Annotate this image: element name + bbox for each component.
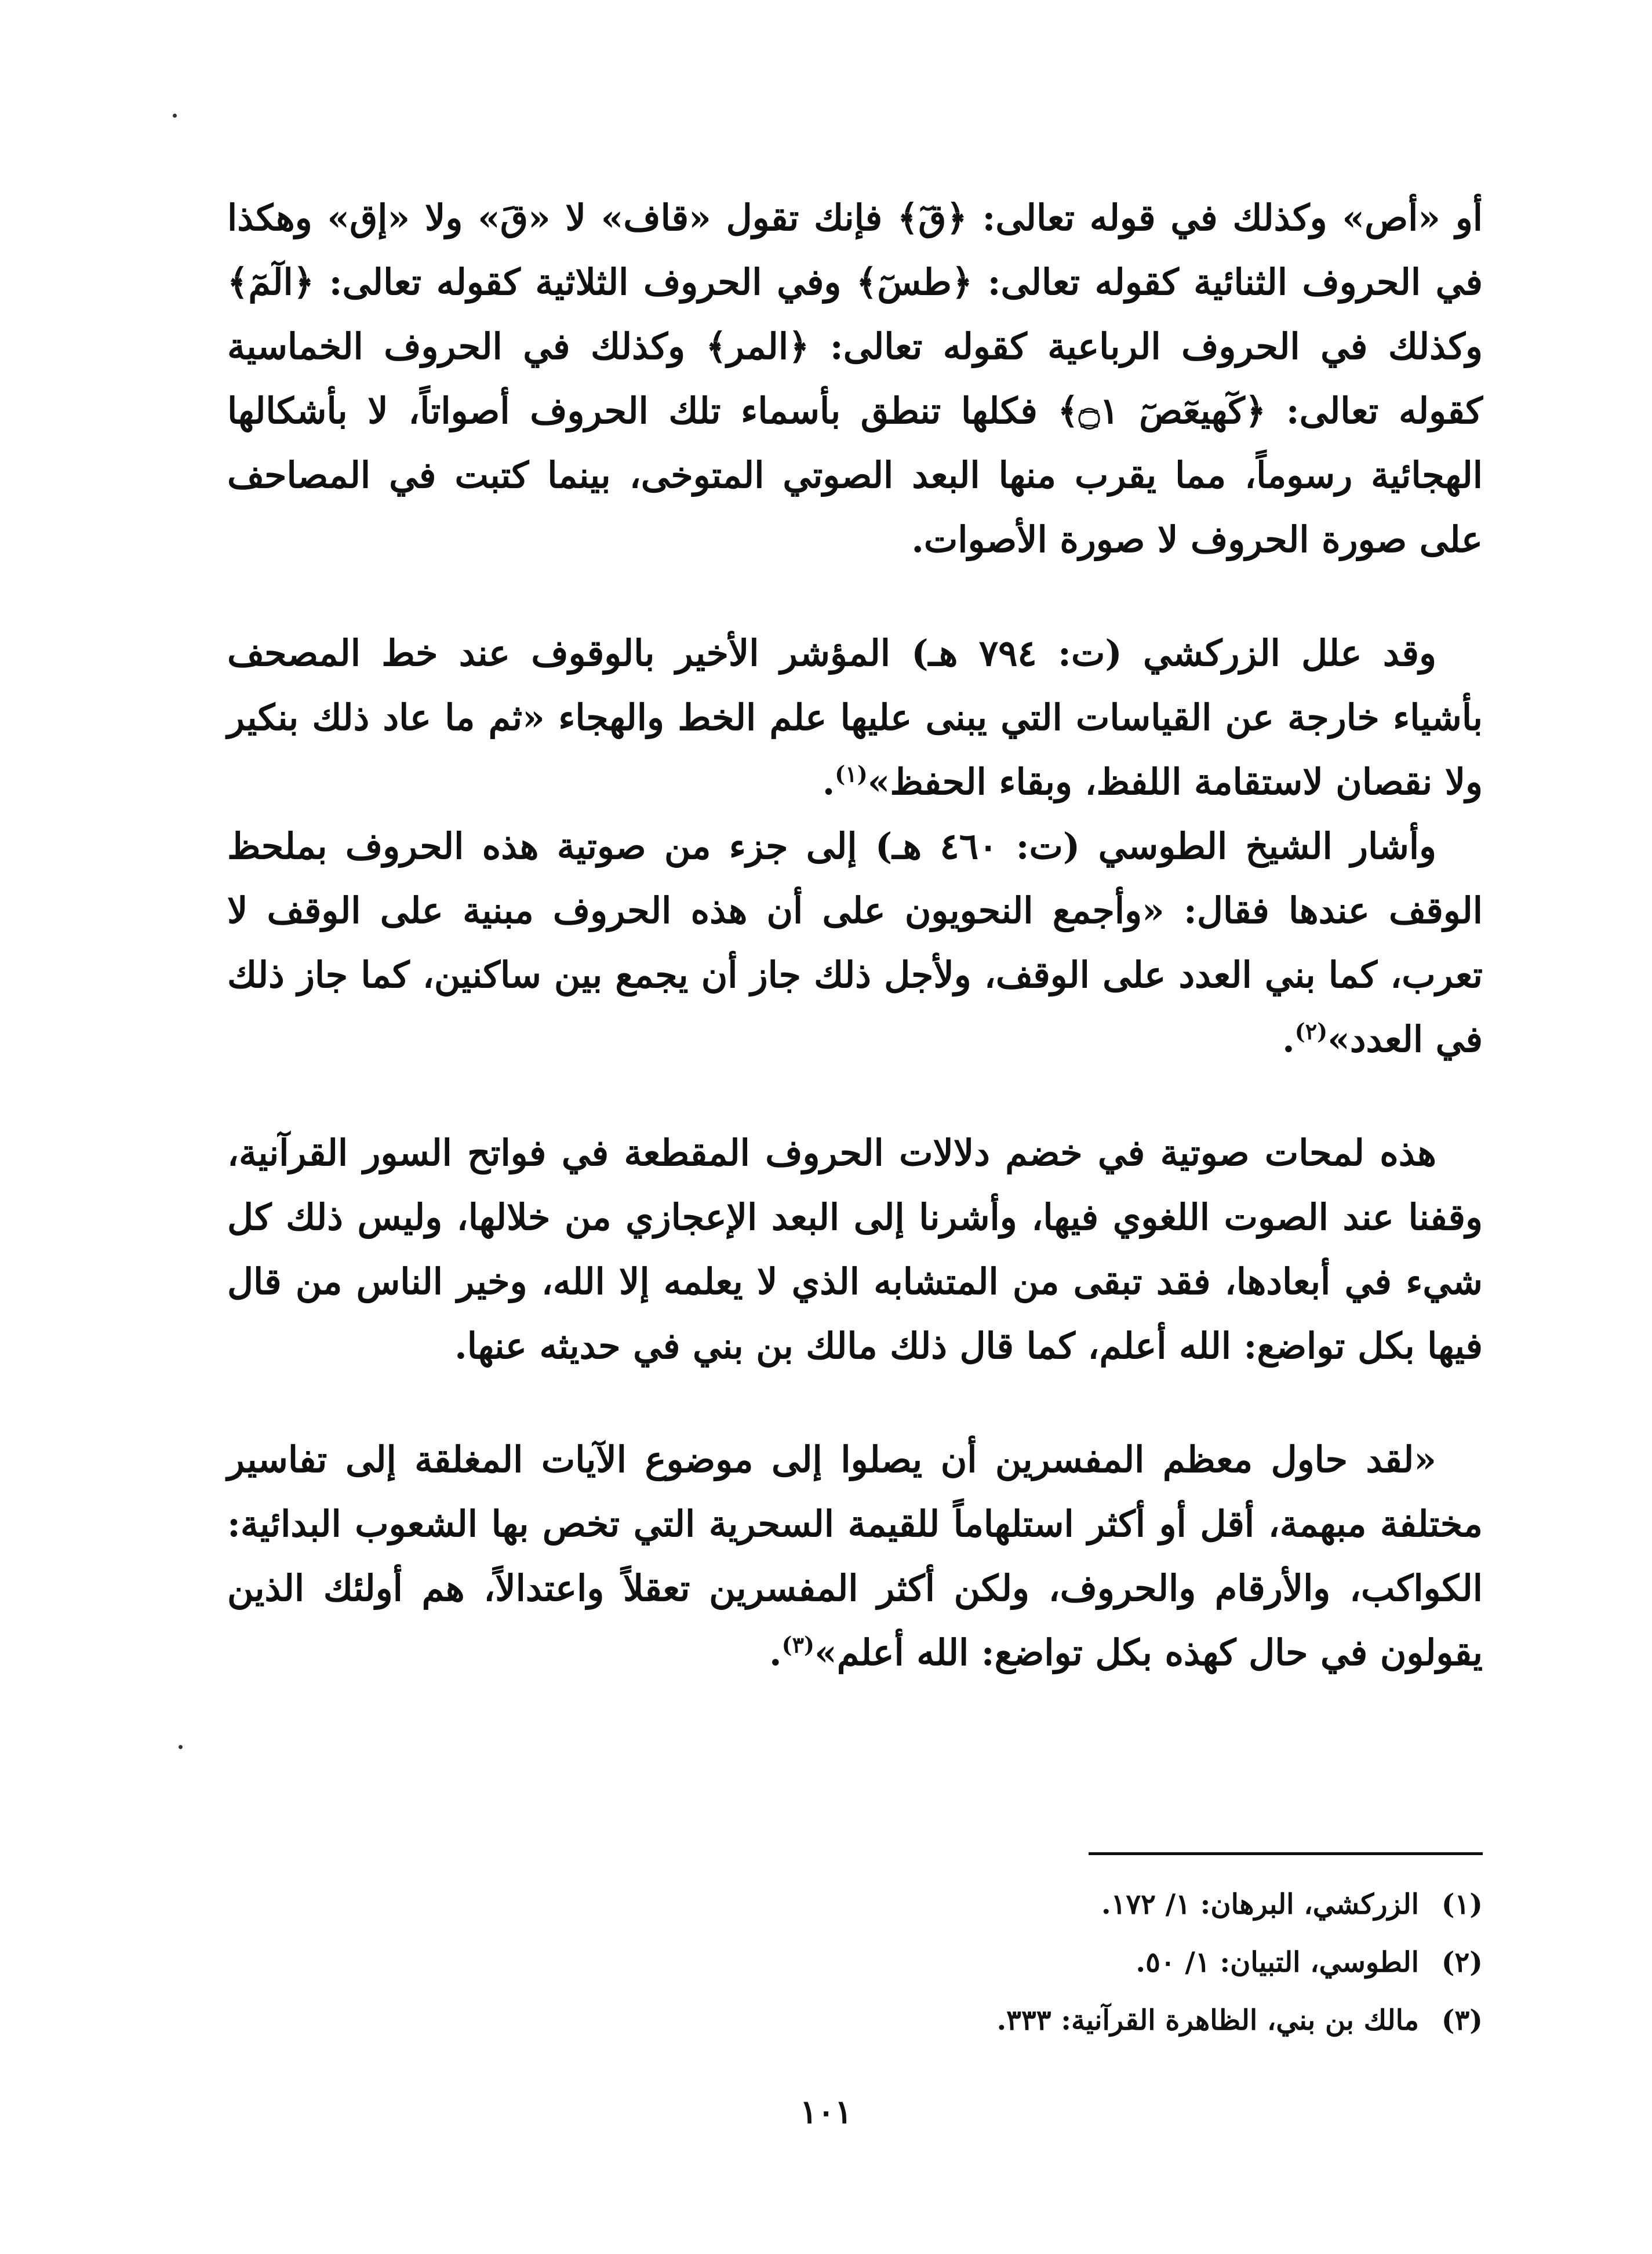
footnote-item (671, 1991, 1483, 2049)
paragraph-3: وأشار الشيخ الطوسي (ت: ٤٦٠ هـ) إلى جزء من صوتية هذه الحروف بملحظ الوقف عندها فقال: «وأجمع النحويون على أن هذه الحروف مبنية على الوقف لا تعرب، كما بني العدد على الوقف، ولأجل ذلك جاز أن يجمع بين ساكنين، كما جاز ذلك في العدد»$^{(٢)}$. (227, 825, 1483, 1060)
paragraph-1-text: أو «أص» وكذلك في قوله تعالى: ﴿قٓ﴾ فإنك تقول «قاف» لا «قَ» ولا «إق» وهكذا في الحروف الثنائية كقوله تعالى: ﴿طسٓ﴾ وفي الحروف الثلاثية كقوله تعالى: ﴿الٓمٓ﴾ وكذلك في الحروف الرباعية كقوله تعالى: ﴿المر﴾ وكذلك في الحروف الخماسية كقوله تعالى: ﴿كٓهيعٓصٓ ۝١﴾ فكلها تنطق بأسماء تلك الحروف أصواتاً، لا بأشكالها الهجائية رسوماً، مما يقرب منها البعد الصوتي المتوخى، بينما كتبت في المصاحف على صورة الحروف لا صورة الأصوات. (227, 197, 1483, 561)
footnote-text: الزركشي، البرهان: ١/ ١٧٢. (1101, 1888, 1419, 1921)
footnote-ref-1: (١) (835, 761, 868, 787)
paragraph-4-text: هذه لمحات صوتية في خضم دلالات الحروف المقطعة في فواتح السور القرآنية، وقفنا عند الصوت اللغوي فيها، وأشرنا إلى البعد الإعجازي من خلالها، وليس ذلك كل شيء في أبعادها، فقد تبقى من المتشابه الذي لا يعلمه إلا الله، وخير الناس من قال فيها بكل تواضع: الله أعلم، كما قال ذلك مالك بن بني في حديثه عنها. (227, 1132, 1483, 1367)
paragraph-3-text: وأشار الشيخ الطوسي (ت: ٤٦٠ هـ) إلى جزء من صوتية هذه الحروف بملحظ الوقف عندها فقال: «وأجمع النحويون على أن هذه الحروف مبنية على الوقف لا تعرب، كما بني العدد على الوقف، ولأجل ذلك جاز أن يجمع بين ساكنين، كما جاز ذلك في العدد» (227, 825, 1483, 1060)
paragraph-2: وقد علل الزركشي (ت: ٧٩٤ هـ) المؤشر الأخير بالوقوف عند خط المصحف بأشياء خارجة عن القياسات التي يبنى عليها علم الخط والهجاء «ثم ما عاد ذلك بنكير ولا نقصان لاستقامة اللفظ، وبقاء الحفظ»$^{(١)}$. (227, 632, 1483, 803)
scan-speck (173, 114, 177, 118)
footnote-text: مالك بن بني، الظاهرة القرآنية: ٣٣٣. (996, 2004, 1419, 2037)
footnote-text: الطوسي، التبيان: ١/ ٥٠. (1136, 1946, 1419, 1979)
footnote-number: (٢) (1441, 1946, 1483, 1979)
main-text (227, 186, 1483, 1685)
footnote-number: (٣) (1441, 2004, 1483, 2037)
paragraph-5-quote: «لقد حاول معظم المفسرين أن يصلوا إلى موضوع الآيات المغلقة إلى تفاسير مختلفة مبهمة، أقل أو أكثر استلهاماً للقيمة السحرية التي تخص بها الشعوب البدائية: الكواكب، والأرقام والحروف، ولكن أكثر المفسرين تعقلاً واعتدالاً، هم أولئك الذين يقولون في حال كهذه بكل تواضع: الله أعلم»$^{(٣)}$. (227, 1438, 1483, 1674)
page-number: ١٠١ (799, 2093, 853, 2131)
paragraph-2-text: وقد علل الزركشي (ت: ٧٩٤ هـ) المؤشر الأخير بالوقوف عند خط المصحف بأشياء خارجة عن القياسات التي يبنى عليها علم الخط والهجاء «ثم ما عاد ذلك بنكير ولا نقصان لاستقامة اللفظ، وبقاء الحفظ» (227, 632, 1483, 803)
footnote-item (671, 1933, 1483, 1991)
paragraph-1 (227, 186, 1483, 572)
footnotes (671, 1875, 1483, 2049)
paragraph-5-text: «لقد حاول معظم المفسرين أن يصلوا إلى موضوع الآيات المغلقة إلى تفاسير مختلفة مبهمة، أقل أو أكثر استلهاماً للقيمة السحرية التي تخص بها الشعوب البدائية: الكواكب، والأرقام والحروف، ولكن أكثر المفسرين تعقلاً واعتدالاً، هم أولئك الذين يقولون في حال كهذه بكل تواضع: الله أعلم» (227, 1438, 1483, 1674)
footnote-ref-3: (٣) (781, 1631, 814, 1658)
footnote-divider (1089, 1852, 1483, 1855)
footnote-ref-2: (٢) (1294, 1018, 1328, 1045)
paragraph-4 (227, 1121, 1483, 1378)
scan-speck (179, 1745, 183, 1749)
footnote-item (671, 1875, 1483, 1933)
footnote-number: (١) (1441, 1888, 1483, 1921)
